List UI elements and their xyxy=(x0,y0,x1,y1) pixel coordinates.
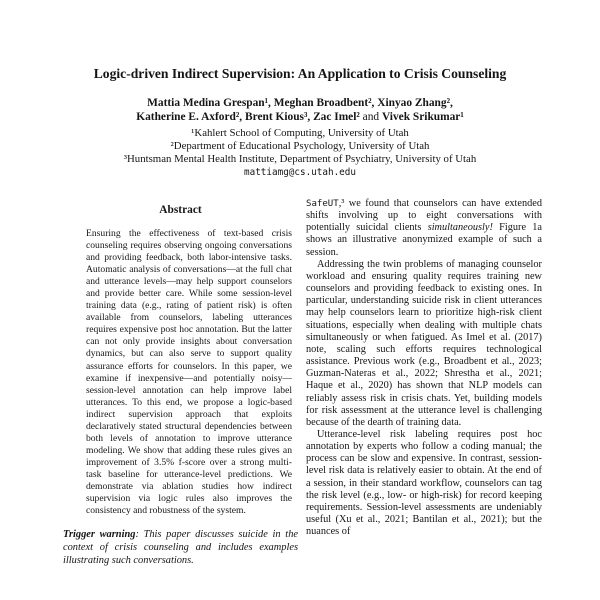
trigger-warning: Trigger warning: This paper discusses suicide in the context of crisis counseling and includes examples illustrating such conversations. xyxy=(63,529,298,567)
affiliation-line-2: ²Department of Educational Psychology, University of Utah xyxy=(170,140,430,152)
author-line-2: Katherine E. Axford², Brent Kious³, Zac Imel² and Vivek Srikumar¹ xyxy=(136,111,464,123)
column-left xyxy=(63,198,298,600)
column-right xyxy=(306,198,542,600)
affiliation-line-1: ¹Kahlert School of Computing, University of Utah xyxy=(191,127,409,139)
author-line-1: Mattia Medina Grespan¹, Meghan Broadbent², Xinyao Zhang², xyxy=(147,97,453,109)
affiliation-line-3: ³Huntsman Mental Health Institute, Department of Psychiatry, University of Utah xyxy=(123,153,477,165)
intro-paragraph-2: Addressing the twin problems of managing counselor workload and ensuring quality requires training new counselors and providing feedback to existing ones. In particular, understanding suicide risk in client utterances may help counselors learn to prioritize high-risk client situations, especially when dealing with multiple chats simultaneously or when fatigued. As Imel et al. (2017) note, scaling such efforts requires technological assistance. Previous work (e.g., Broadbent et al., 2023; Guzman-Nateras et al., 2022; Shrestha et al., 2021; Haque et al., 2020) has shown that NLP models can reliably assess risk in crisis chats. Yet, building models for risk assessment at the utterance level is challenging because of the dearth of training data. xyxy=(306,258,542,428)
abstract-body: Ensuring the effectiveness of text-based crisis counseling requires observing ongoing conversations and providing feedback, both labor-intensive tasks. Automatic analysis of conversations—at the full chat and utterance levels—may help support counselors and provide better care. While some session-level training data (e.g., rating of patient risk) is often available from counselors, labeling utterances requires expensive post hoc annotation. But the latter can not only provide insights about conversation dynamics, but can also serve to support quality assurance efforts for counselors. In this paper, we examine if inexpensive—and potentially noisy—session-level annotation can help improve label utterances. To this end, we propose a logic-based indirect supervision approach that exploits declaratively stated structural dependencies between both levels of annotation to improve utterance modeling. We show that adding these rules gives an improvement of 3.5% f-score over a strong multi-task baseline for utterance-level predictions. We demonstrate via ablation studies how indirect supervision via logic rules also improves the consistency and robustness of the system. xyxy=(86,228,292,517)
intro-paragraph-3: Utterance-level risk labeling requires post hoc annotation by experts who follow a coding manual; the process can be slow and expensive. In contrast, session-level risk data is relatively easier to obtain. At the end of a session, in their standard workflow, counselors can tag the risk level (e.g., low- or high-risk) for record keeping requirements. Session-level assessments are undeniably useful (Xu et al., 2021; Bantilan et al., 2021); but the nuances of xyxy=(306,428,542,538)
intro-paragraph-1: SafeUT,³ we found that counselors can have extended shifts involving up to eight conversations with potentially suicidal clients simultaneously! Figure 1a shows an illustrative anonymized example of such a session. xyxy=(306,198,542,258)
contact-email: mattiamg@cs.utah.edu xyxy=(244,167,356,178)
paper-title: Logic-driven Indirect Supervision: An Application to Crisis Counseling xyxy=(93,66,507,81)
abstract-heading: Abstract xyxy=(159,204,202,216)
